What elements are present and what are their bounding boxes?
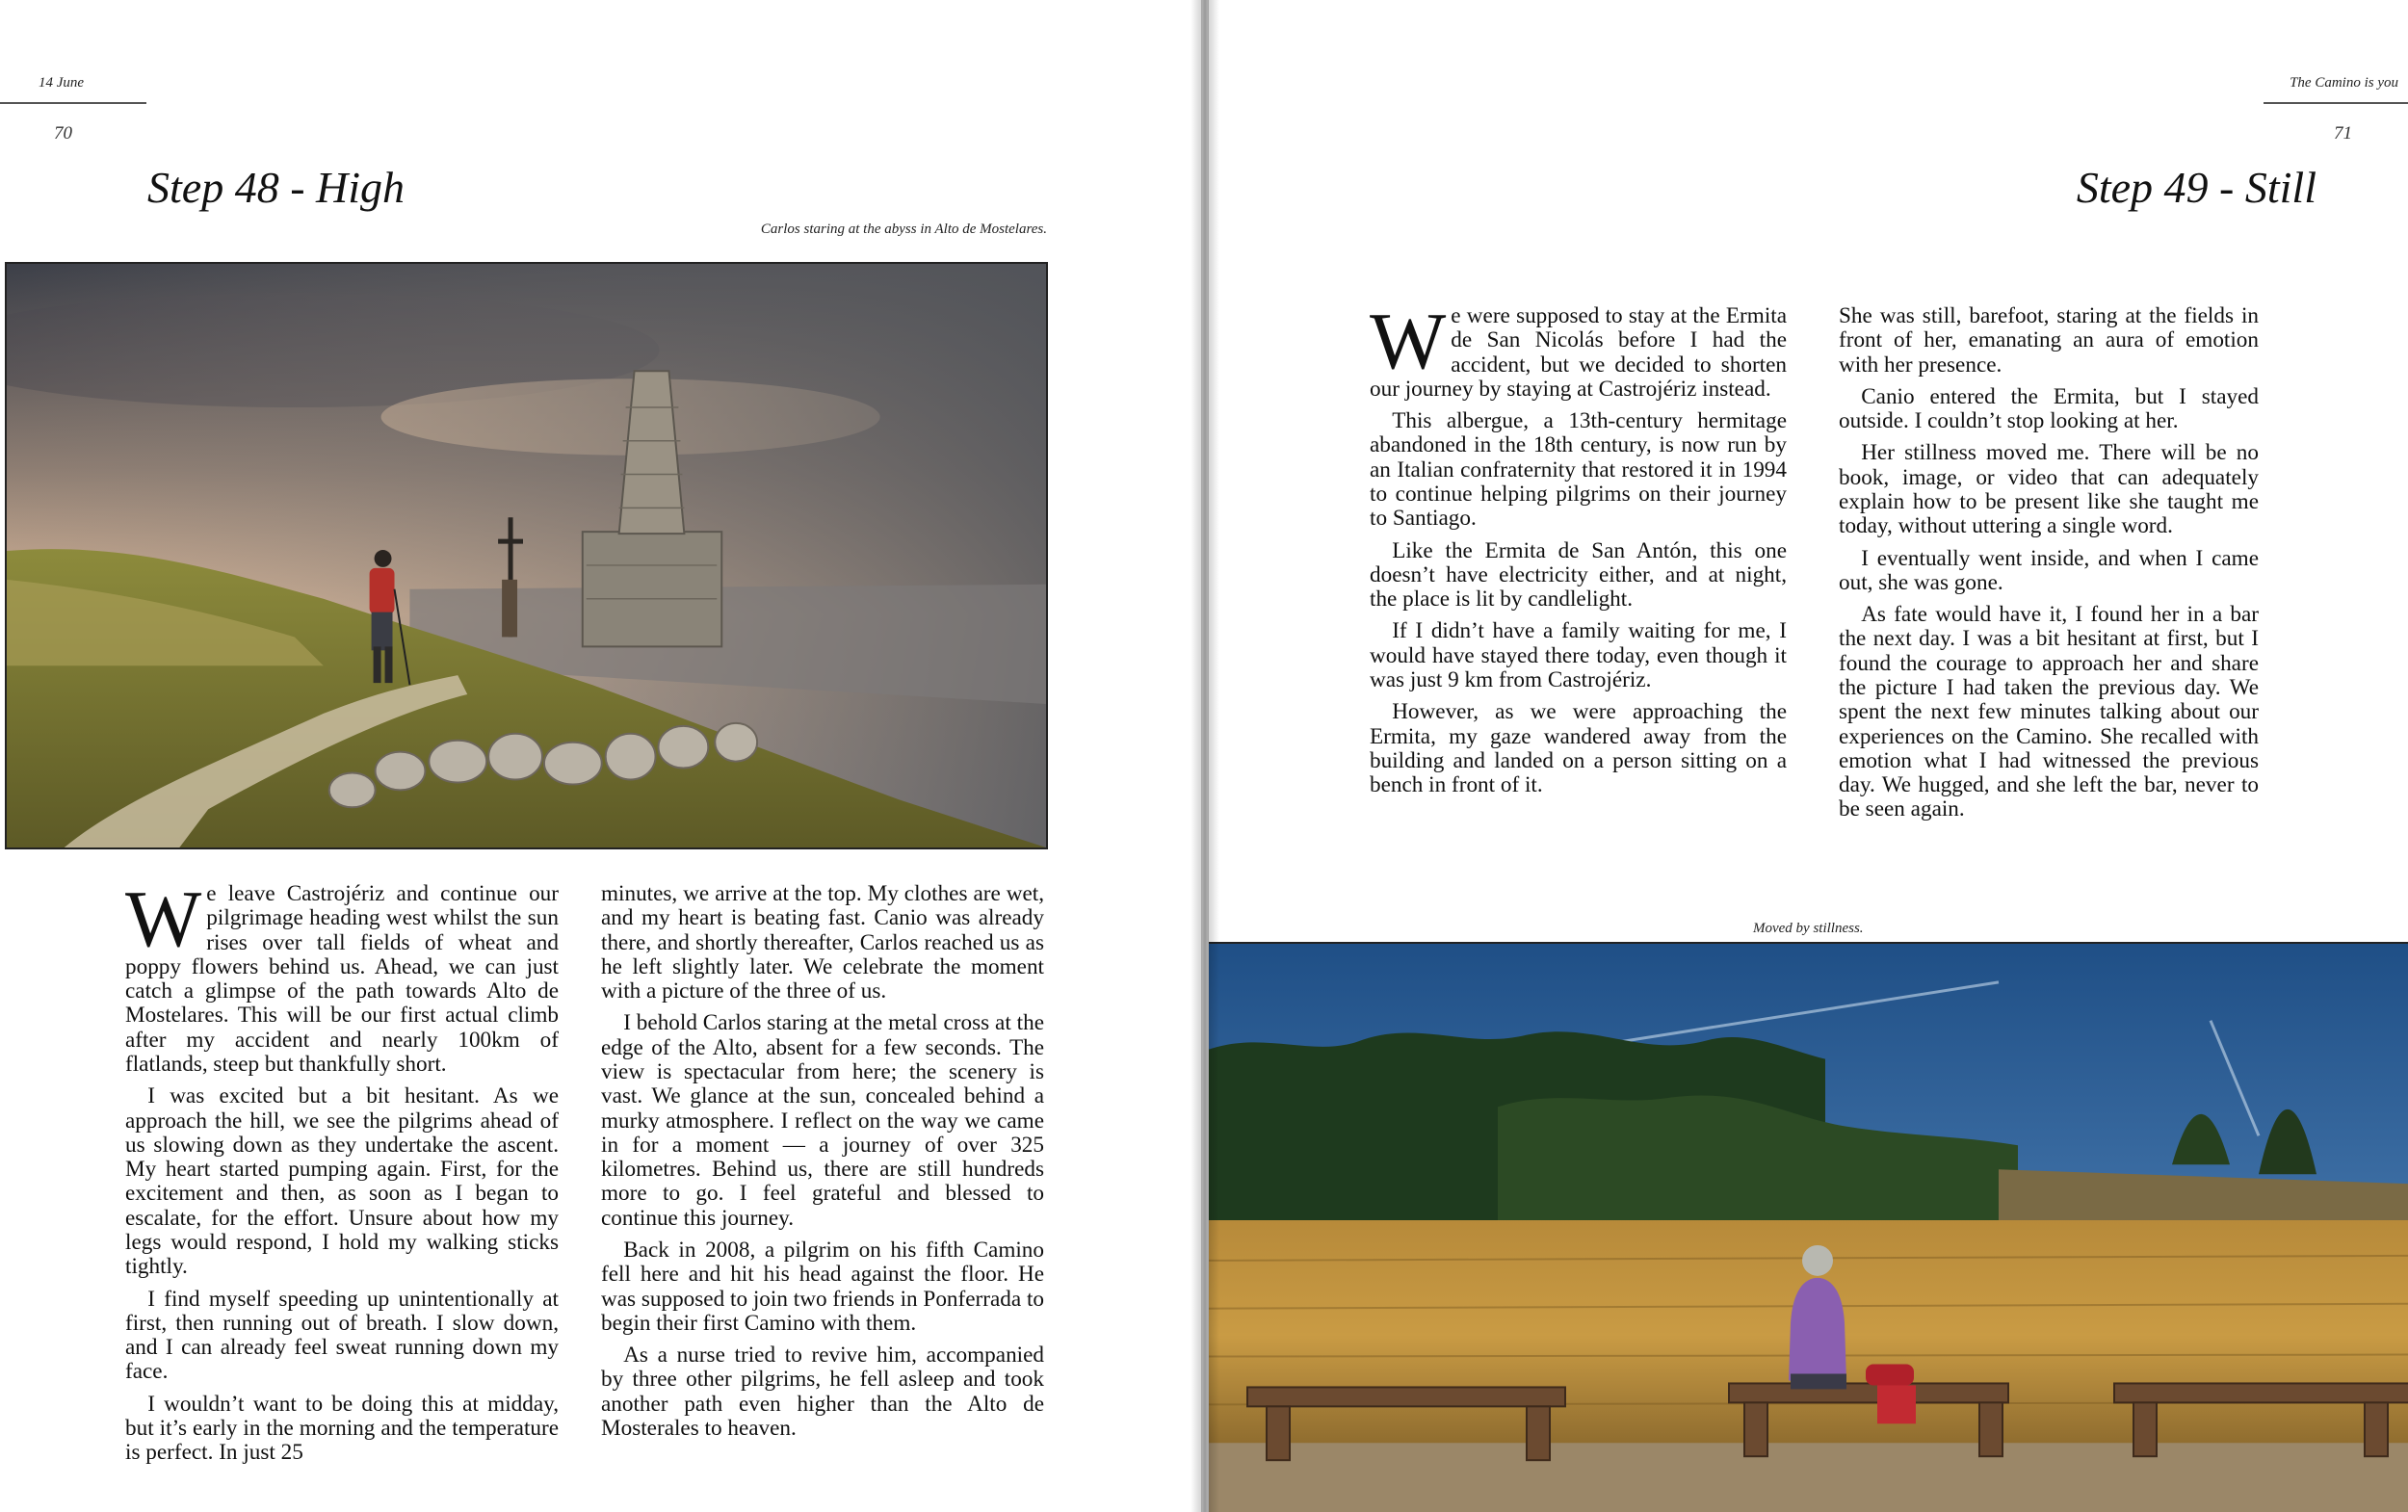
paragraph: I behold Carlos staring at the metal cross at the edge of the Alto, absent for a few seconds. The view is spectacular from here; the scenery is vast. We glance at the sun, concealed behind a murky atmosphere. I reflect on the way we came in for a moment — a journey of over 325 kilometres. Behind us, there are still hundreds more to go. I feel grateful and blessed to continue this journey.	[601, 1010, 1044, 1231]
paragraph: She was still, barefoot, staring at the fields in front of her, emanating an aura of emotion with her presence.	[1839, 303, 2259, 378]
running-head-book-title: The Camino is you	[2290, 75, 2398, 91]
paragraph: This albergue, a 13th-century hermitage abandoned in the 18th century, is now run by an Italian confraternity that restored it in 1994 to continue helping pilgrims on their journey to Santiago.	[1370, 408, 1787, 532]
paragraph: However, as we were approaching the Ermita, my gaze wandered away from the building and landed on a person sitting on a bench in front of it.	[1370, 699, 1787, 798]
paragraph: I find myself speeding up unintentionally at first, then running out of breath. I slow down, and I can already feel sweat running down my face.	[125, 1286, 559, 1385]
paragraph: We leave Castrojériz and continue our pilgrimage heading west whilst the sun rises over tall fields of wheat and poppy flowers behind us. Ahead, we can just catch a glimpse of the path towards Alto de Mostelares. This will be our first actual climb after my accident and nearly 100km of flatlands, steep but thankfully short.	[125, 874, 559, 1077]
paragraph: Like the Ermita de San Antón, this one doesn’t have electricity either, and at night, the place is lit by candlelight.	[1370, 537, 1787, 613]
article-column-1	[1370, 297, 1787, 805]
paragraph: I was excited but a bit hesitant. As we approach the hill, we see the pilgrims ahead of us slowing down as they undertake the ascent. My heart started pumping again. First, for the excitement and then, as soon as I began to escalate, for the effort. Unsure about how my legs would respond, I hold my walking sticks tightly.	[125, 1083, 559, 1280]
right-page	[1208, 0, 2408, 1512]
paragraph: Her stillness moved me. There will be no book, image, or video that can adequately explain how to be present like she taught me today, without uttering a single word.	[1839, 440, 2259, 539]
hilltop-monument-photo	[5, 262, 1048, 849]
article-column-2	[601, 882, 1044, 1448]
paragraph: I eventually went inside, and when I came out, she was gone.	[1839, 545, 2259, 595]
photo-caption: Moved by stillness.	[1753, 921, 1864, 936]
paragraph: We were supposed to stay at the Ermita de San Nicolás before I had the accident, but we decided to shorten our journey by staying at Castrojériz instead.	[1370, 297, 1787, 402]
drop-cap: W	[1370, 297, 1447, 386]
step-title: Step 49 - Still	[2076, 163, 2316, 212]
photo-caption: Carlos staring at the abyss in Alto de Mostelares.	[760, 222, 1047, 237]
paragraph: As a nurse tried to revive him, accompanied by three other pilgrims, he fell asleep and took another path even higher than the Alto de Mosterales to heaven.	[601, 1343, 1044, 1441]
paragraph: As fate would have it, I found her in a bar the next day. I was a bit hesitant at first, but I found the courage to approach her and share the picture I had taken the previous day. We spent the next few minutes talking about our experiences on the Camino. She recalled with emotion what I had witnessed the previous day. We hugged, and she left the bar, never to be seen again.	[1839, 602, 2259, 822]
page-number: 71	[2334, 123, 2352, 143]
step-title: Step 48 - High	[147, 163, 406, 212]
paragraph: Canio entered the Ermita, but I stayed outside. I couldn’t stop looking at her.	[1839, 383, 2259, 434]
drop-cap: W	[125, 874, 202, 964]
article-column-2	[1839, 304, 2259, 830]
article-column-1	[125, 874, 559, 1473]
paragraph: minutes, we arrive at the top. My clothes are wet, and my heart is beating fast. Canio was already there, and shortly thereafter, Carlos reached us as he left slightly later. We celebrate the moment with a picture of the three of us.	[601, 881, 1044, 1004]
page-number: 70	[54, 123, 72, 143]
paragraph: If I didn’t have a family waiting for me, I would have stayed there today, even though it was just 9 km from Castrojériz.	[1370, 618, 1787, 692]
left-page	[0, 0, 1202, 1512]
running-head-date: 14 June	[39, 75, 85, 91]
running-head-rule	[2264, 102, 2408, 104]
paragraph: I wouldn’t want to be doing this at midday, but it’s early in the morning and the temperature is perfect. In just 25	[125, 1391, 559, 1466]
paragraph: Back in 2008, a pilgrim on his fifth Camino fell here and hit his head against the floor. He was supposed to join two friends in Ponferrada to begin their first Camino with them.	[601, 1237, 1044, 1336]
running-head-rule	[0, 102, 146, 104]
woman-on-bench-photo	[1209, 942, 2408, 1512]
